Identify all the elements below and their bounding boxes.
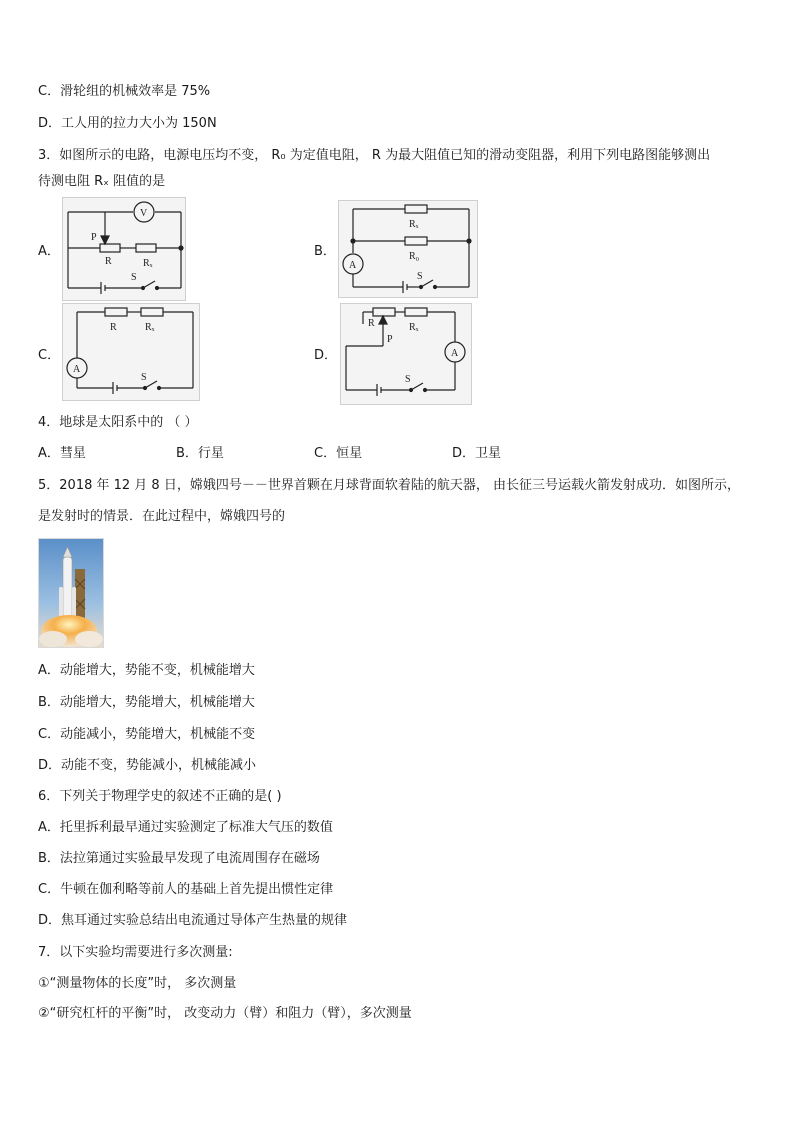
q5-option-c: C．动能减小，势能增大，机械能不变 [38, 727, 256, 742]
q3-option-c-label: C． [38, 348, 61, 363]
q3-circuit-d [340, 303, 472, 405]
switch-s-label: S [417, 271, 423, 282]
q6-stem: 6．下列关于物理学史的叙述不正确的是( ) [38, 789, 282, 804]
r0-label: R₀ [409, 251, 420, 262]
slider-p-label: P [91, 232, 97, 243]
voltmeter-label: V [140, 208, 148, 219]
ammeter-label: A [451, 348, 459, 359]
q4-option-c: C．恒星 [314, 446, 363, 461]
q4-option-a: A．彗星 [38, 446, 86, 461]
switch-s-label: S [405, 374, 411, 385]
q7-item-2: ②“研究杠杆的平衡”时， 改变动力（臂）和阻力（臂），多次测量 [38, 1006, 412, 1021]
q3-stem-line2: 待测电阻 Rₓ 阻值的是 [38, 174, 166, 189]
q3-option-d-label: D． [314, 348, 338, 363]
q7-stem: 7．以下实验均需要进行多次测量: [38, 945, 233, 960]
q5-stem-line2: 是发射时的情景．在此过程中，嫦娥四号的 [38, 509, 286, 524]
q4-stem: 4．地球是太阳系中的 （ ） [38, 415, 198, 430]
q6-option-b: B．法拉第通过实验最早发现了电流周围存在磁场 [38, 851, 320, 866]
rx-label: Rₓ [409, 219, 419, 230]
q3-circuit-c [62, 303, 200, 401]
rheostat-r-label: R [105, 256, 112, 267]
q2-option-d: D．工人用的拉力大小为 150N [38, 116, 217, 131]
rx-label: Rₓ [409, 322, 419, 333]
q3-stem-line1: 3．如图所示的电路，电源电压均不变， R₀ 为定值电阻， R 为最大阻值已知的滑动变阻器，利用下列电路图能够测出 [38, 148, 711, 163]
q6-option-d: D．焦耳通过实验总结出电流通过导体产生热量的规律 [38, 913, 348, 928]
r-label: R [368, 318, 375, 329]
q7-item-1: ①“测量物体的长度”时， 多次测量 [38, 976, 237, 991]
rocket-launch-image [38, 538, 104, 648]
q6-option-a: A．托里拆利最早通过实验测定了标准大气压的数值 [38, 820, 333, 835]
q5-option-d: D．动能不变，势能减小，机械能减小 [38, 758, 257, 773]
ammeter-label: A [73, 364, 81, 375]
switch-s-label: S [131, 272, 137, 283]
rx-label: Rₓ [145, 322, 155, 333]
slider-p-label: P [387, 334, 393, 345]
q3-option-a-label: A． [38, 244, 60, 259]
q3-option-b-label: B． [314, 244, 336, 259]
q2-option-c: C．滑轮组的机械效率是 75% [38, 84, 211, 99]
q5-stem-line1: 5．2018 年 12 月 8 日，嫦娥四号－－世界首颗在月球背面软着陆的航天器， 由长征三号运载火箭发射成功．如图所示， [38, 478, 740, 493]
q6-option-c: C．牛顿在伽利略等前人的基础上首先提出惯性定律 [38, 882, 334, 897]
q3-circuit-b [338, 200, 478, 298]
q4-option-d: D．卫星 [452, 446, 502, 461]
rx-label: Rₓ [143, 258, 153, 269]
q4-options [38, 445, 738, 463]
q5-option-b: B．动能增大，势能增大，机械能增大 [38, 695, 255, 710]
ammeter-label: A [349, 260, 357, 271]
r-label: R [110, 322, 117, 333]
q3-circuit-a [62, 197, 186, 301]
switch-s-label: S [141, 372, 147, 383]
q5-option-a: A．动能增大，势能不变，机械能增大 [38, 663, 255, 678]
q4-option-b: B．行星 [176, 446, 224, 461]
